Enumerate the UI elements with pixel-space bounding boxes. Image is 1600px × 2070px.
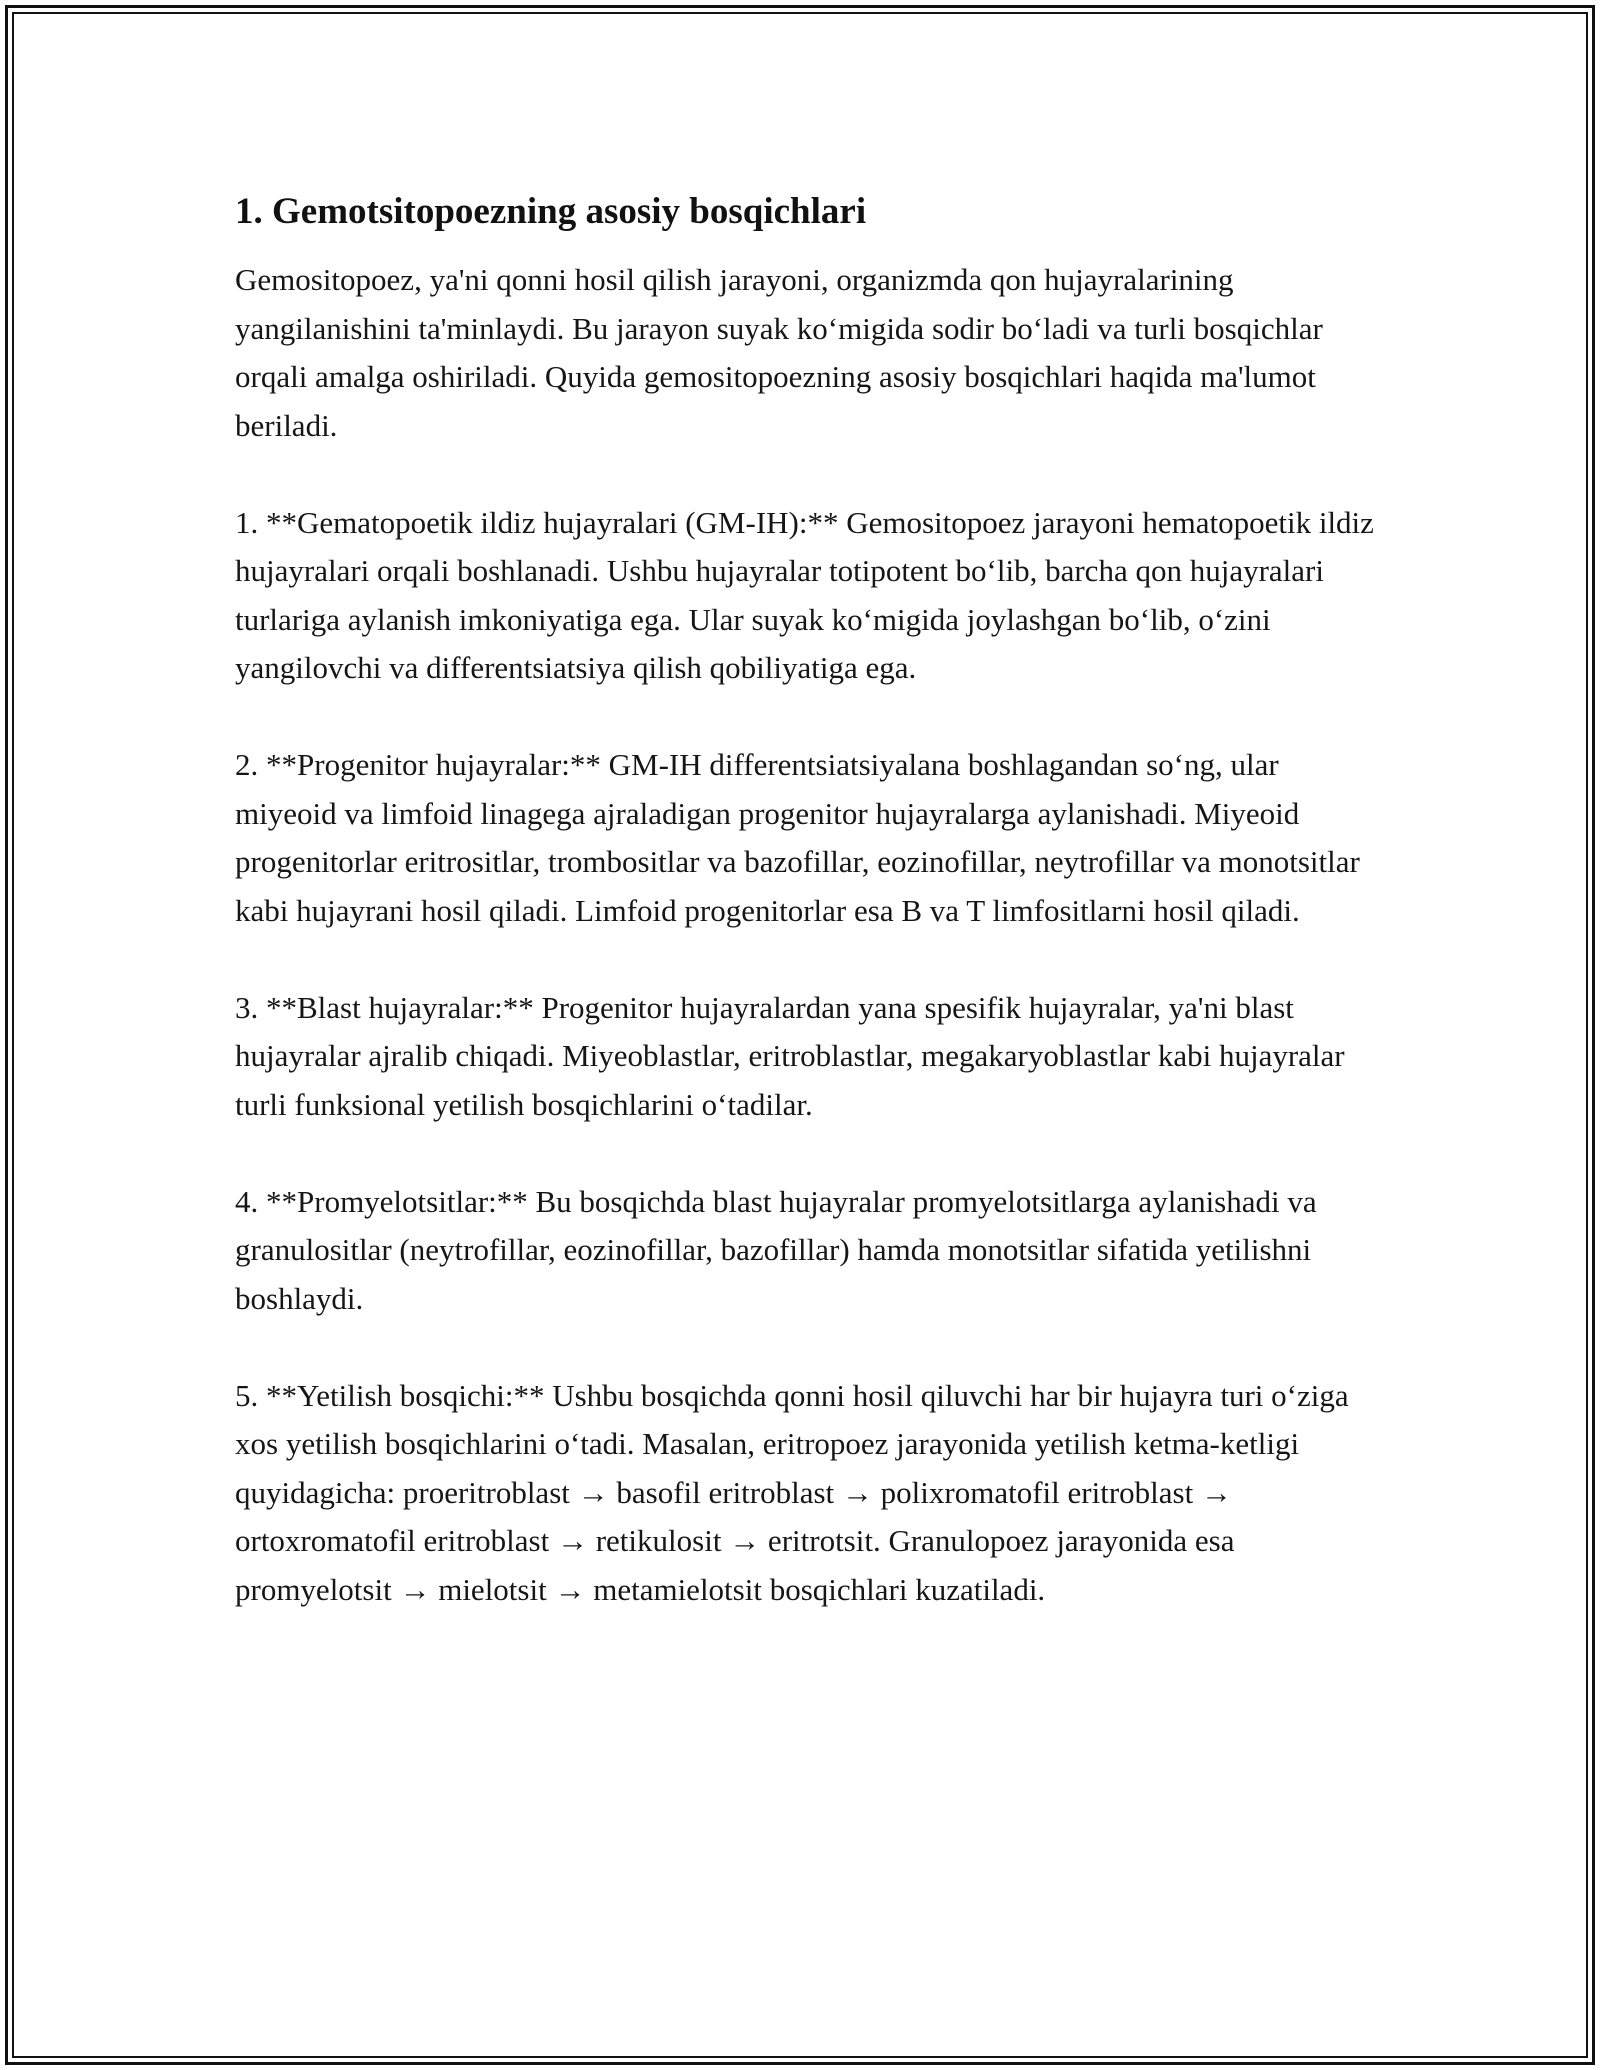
document-body (235, 186, 1382, 1663)
section-heading: 1. Gemotsitopoezning asosiy bosqichlari (235, 191, 867, 232)
stage-2-paragraph: 2. **Progenitor hujayralar:** GM-IH differentsiatsiyalana boshlagandan soʻng, ular miyeoid va limfoid linagega ajraladigan progenitor hujayralarga aylanishadi. Miyeoid progenitorlar eritrositlar, trombositlar va bazofillar, eozinofillar, neytrofillar va monotsitlar kabi hujayrani hosil qiladi. Limfoid progenitorlar esa B va T limfositlarni hosil qiladi. (235, 747, 1368, 928)
intro-paragraph: Gemositopoez, ya'ni qonni hosil qilish jarayoni, organizmda qon hujayralarining yangilanishini ta'minlaydi. Bu jarayon suyak koʻmigida sodir boʻladi va turli bosqichlar orqali amalga oshiriladi. Quyida gemositopoezning asosiy bosqichlari haqida ma'lumot beriladi. (235, 262, 1331, 443)
stage-5-paragraph: 5. **Yetilish bosqichi:** Ushbu bosqichda qonni hosil qiluvchi har bir hujayra turi oʻziga xos yetilish bosqichlarini oʻtadi. Masalan, eritropoez jarayonida yetilish ketma-ketligi quyidagicha: proeritroblast → basofil eritroblast → polixromatofil eritroblast → ortoxromatofil eritroblast → retikulosit → eritrotsit. Granulopoez jarayonida esa promyelotsit → mielotsit → metamielotsit bosqichlari kuzatiladi. (235, 1377, 1357, 1607)
stage-4-paragraph: 4. **Promyelotsitlar:** Bu bosqichda blast hujayralar promyelotsitlarga aylanishadi va granulositlar (neytrofillar, eozinofillar, bazofillar) hamda monotsitlar sifatida yetilishni boshlaydi. (235, 1183, 1325, 1316)
stage-1-paragraph: 1. **Gematopoetik ildiz hujayralari (GM-IH):** Gemositopoez jarayoni hematopoetik ildiz hujayralari orqali boshlanadi. Ushbu hujayralar totipotent boʻlib, barcha qon hujayralari turlariga aylanish imkoniyatiga ega. Ular suyak koʻmigida joylashgan boʻlib, oʻzini yangilovchi va differentsiatsiya qilish qobiliyatiga ega. (235, 504, 1382, 685)
stage-3-paragraph: 3. **Blast hujayralar:** Progenitor hujayralardan yana spesifik hujayralar, ya'ni blast hujayralar ajralib chiqadi. Miyeoblastlar, eritroblastlar, megakaryoblastlar kabi hujayralar turli funksional yetilish bosqichlarini oʻtadilar. (235, 989, 1353, 1122)
